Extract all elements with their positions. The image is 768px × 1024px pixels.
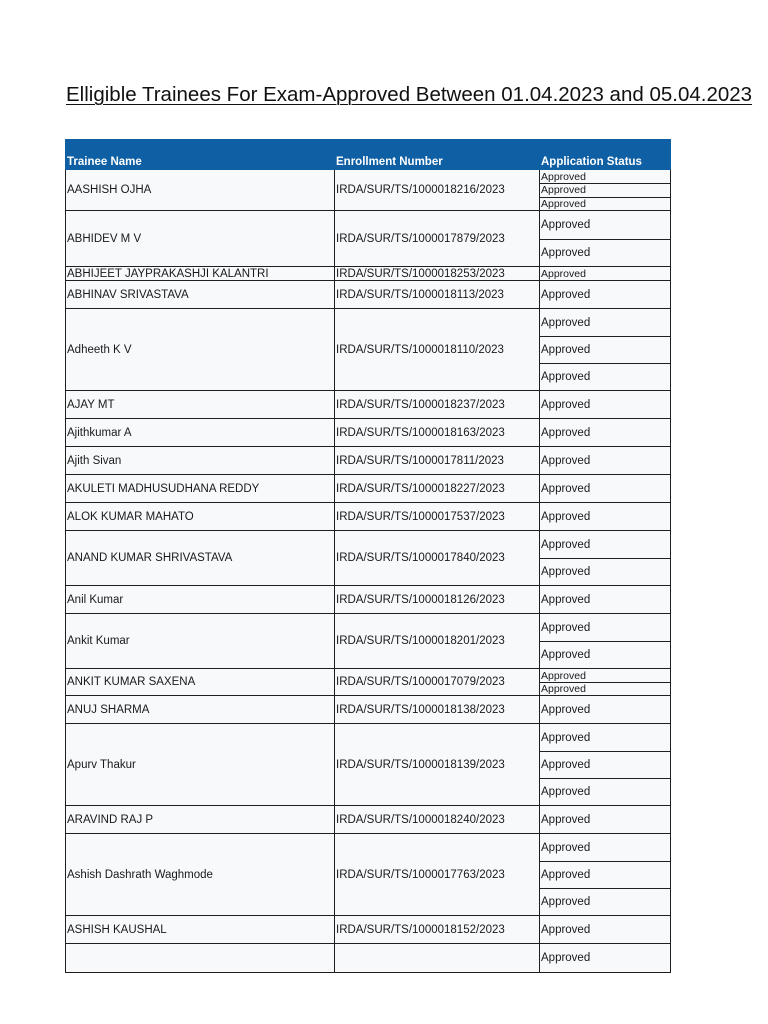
application-status-cell	[540, 419, 671, 447]
trainee-name-cell: ABHIDEV M V	[66, 211, 335, 267]
table-row	[66, 309, 671, 391]
enrollment-number-cell: IRDA/SUR/TS/1000017537/2023	[335, 503, 540, 531]
status-entry: Approved	[540, 778, 670, 805]
status-entry: Approved	[541, 454, 591, 467]
status-entry: Approved	[540, 641, 670, 668]
status-entry: Approved	[540, 239, 670, 267]
status-entry: Approved	[540, 861, 670, 888]
trainee-name-cell: AASHISH OJHA	[66, 170, 335, 211]
enrollment-number-cell: IRDA/SUR/TS/1000018227/2023	[335, 475, 540, 503]
header-application-status: Application Status	[540, 140, 671, 170]
trainee-name-cell: AKULETI MADHUSUDHANA REDDY	[66, 475, 335, 503]
trainee-name-cell: Ajith Sivan	[66, 447, 335, 475]
trainees-table	[65, 139, 671, 973]
trainee-name-cell: Ashish Dashrath Waghmode	[66, 834, 335, 916]
status-entry: Approved	[540, 888, 670, 915]
status-entry: Approved	[541, 482, 591, 495]
table-row	[66, 447, 671, 475]
application-status-cell	[540, 724, 671, 806]
application-status-cell	[540, 696, 671, 724]
enrollment-number-cell: IRDA/SUR/TS/1000018110/2023	[335, 309, 540, 391]
status-entry: Approved	[540, 197, 670, 210]
status-entry: Approved	[541, 703, 591, 716]
enrollment-number-cell: IRDA/SUR/TS/1000017840/2023	[335, 531, 540, 586]
status-entry: Approved	[541, 510, 591, 523]
application-status-cell	[540, 944, 671, 973]
trainees-table-container	[65, 139, 670, 964]
status-entry: Approved	[540, 183, 670, 196]
enrollment-number-cell: IRDA/SUR/TS/1000018237/2023	[335, 391, 540, 419]
status-entry: Approved	[540, 751, 670, 778]
application-status-cell	[540, 834, 671, 916]
trainee-name-cell: ABHIJEET JAYPRAKASHJI KALANTRI	[66, 267, 335, 281]
trainee-name-cell: ALOK KUMAR MAHATO	[66, 503, 335, 531]
application-status-cell	[540, 614, 671, 669]
trainee-name-cell: ANAND KUMAR SHRIVASTAVA	[66, 531, 335, 586]
table-row	[66, 419, 671, 447]
table-row	[66, 916, 671, 944]
status-entry: Approved	[541, 621, 591, 634]
enrollment-number-cell: IRDA/SUR/TS/1000018216/2023	[335, 170, 540, 211]
table-row	[66, 806, 671, 834]
table-row	[66, 267, 671, 281]
table-row	[66, 503, 671, 531]
enrollment-number-cell: IRDA/SUR/TS/1000018152/2023	[335, 916, 540, 944]
table-row	[66, 586, 671, 614]
enrollment-number-cell: IRDA/SUR/TS/1000018201/2023	[335, 614, 540, 669]
status-entry: Approved	[541, 538, 591, 551]
application-status-cell	[540, 475, 671, 503]
header-trainee-name: Trainee Name	[66, 140, 335, 170]
status-entry: Approved	[540, 558, 670, 585]
status-entry: Approved	[541, 952, 591, 964]
trainee-name-cell: ANUJ SHARMA	[66, 696, 335, 724]
trainee-name-cell: Apurv Thakur	[66, 724, 335, 806]
trainee-name-cell: AJAY MT	[66, 391, 335, 419]
status-entry: Approved	[541, 841, 591, 854]
status-entry: Approved	[541, 731, 591, 744]
trainee-name-cell: ANKIT KUMAR SAXENA	[66, 669, 335, 696]
trainee-name-cell: Anil Kumar	[66, 586, 335, 614]
enrollment-number-cell: IRDA/SUR/TS/1000018163/2023	[335, 419, 540, 447]
table-row	[66, 475, 671, 503]
application-status-cell	[540, 669, 671, 696]
application-status-cell	[540, 586, 671, 614]
trainee-name-cell: Ankit Kumar	[66, 614, 335, 669]
enrollment-number-cell: IRDA/SUR/TS/1000018253/2023	[335, 267, 540, 281]
application-status-cell	[540, 503, 671, 531]
table-row	[66, 724, 671, 806]
status-entry: Approved	[541, 170, 586, 183]
enrollment-number-cell: IRDA/SUR/TS/1000017763/2023	[335, 834, 540, 916]
trainee-name-cell: ASHISH KAUSHAL	[66, 916, 335, 944]
trainee-name-cell	[66, 944, 335, 973]
table-row	[66, 170, 671, 211]
page-title: Elligible Trainees For Exam-Approved Between 01.04.2023 and 05.04.2023	[66, 83, 753, 106]
status-entry: Approved	[541, 288, 591, 301]
trainee-name-cell: Ajithkumar A	[66, 419, 335, 447]
status-entry: Approved	[541, 398, 591, 411]
table-row	[66, 391, 671, 419]
status-entry: Approved	[541, 218, 591, 231]
table-row	[66, 696, 671, 724]
status-entry: Approved	[541, 267, 586, 280]
table-row	[66, 834, 671, 916]
status-entry: Approved	[541, 923, 591, 936]
application-status-cell	[540, 267, 671, 281]
table-row	[66, 614, 671, 669]
status-entry: Approved	[540, 336, 670, 363]
trainee-name-cell: ARAVIND RAJ P	[66, 806, 335, 834]
application-status-cell	[540, 309, 671, 391]
status-entry: Approved	[541, 593, 591, 606]
enrollment-number-cell: IRDA/SUR/TS/1000018240/2023	[335, 806, 540, 834]
enrollment-number-cell: IRDA/SUR/TS/1000018138/2023	[335, 696, 540, 724]
application-status-cell	[540, 170, 671, 211]
application-status-cell	[540, 916, 671, 944]
trainee-name-cell: Adheeth K V	[66, 309, 335, 391]
table-header-row	[66, 140, 671, 170]
application-status-cell	[540, 391, 671, 419]
enrollment-number-cell: IRDA/SUR/TS/1000018126/2023	[335, 586, 540, 614]
status-entry: Approved	[540, 682, 670, 695]
enrollment-number-cell: IRDA/SUR/TS/1000018113/2023	[335, 281, 540, 309]
status-entry: Approved	[541, 813, 591, 826]
enrollment-number-cell: IRDA/SUR/TS/1000017811/2023	[335, 447, 540, 475]
application-status-cell	[540, 211, 671, 267]
status-entry: Approved	[541, 669, 586, 682]
application-status-cell	[540, 447, 671, 475]
table-row	[66, 944, 671, 973]
status-entry: Approved	[541, 426, 591, 439]
trainee-name-cell: ABHINAV SRIVASTAVA	[66, 281, 335, 309]
table-row	[66, 669, 671, 696]
status-entry: Approved	[541, 316, 591, 329]
table-row	[66, 281, 671, 309]
header-enrollment-number: Enrollment Number	[335, 140, 540, 170]
enrollment-number-cell: IRDA/SUR/TS/1000018139/2023	[335, 724, 540, 806]
table-body	[66, 170, 671, 973]
application-status-cell	[540, 281, 671, 309]
application-status-cell	[540, 806, 671, 834]
enrollment-number-cell	[335, 944, 540, 973]
application-status-cell	[540, 531, 671, 586]
table-row	[66, 531, 671, 586]
enrollment-number-cell: IRDA/SUR/TS/1000017879/2023	[335, 211, 540, 267]
enrollment-number-cell: IRDA/SUR/TS/1000017079/2023	[335, 669, 540, 696]
table-row	[66, 211, 671, 267]
status-entry: Approved	[540, 363, 670, 390]
